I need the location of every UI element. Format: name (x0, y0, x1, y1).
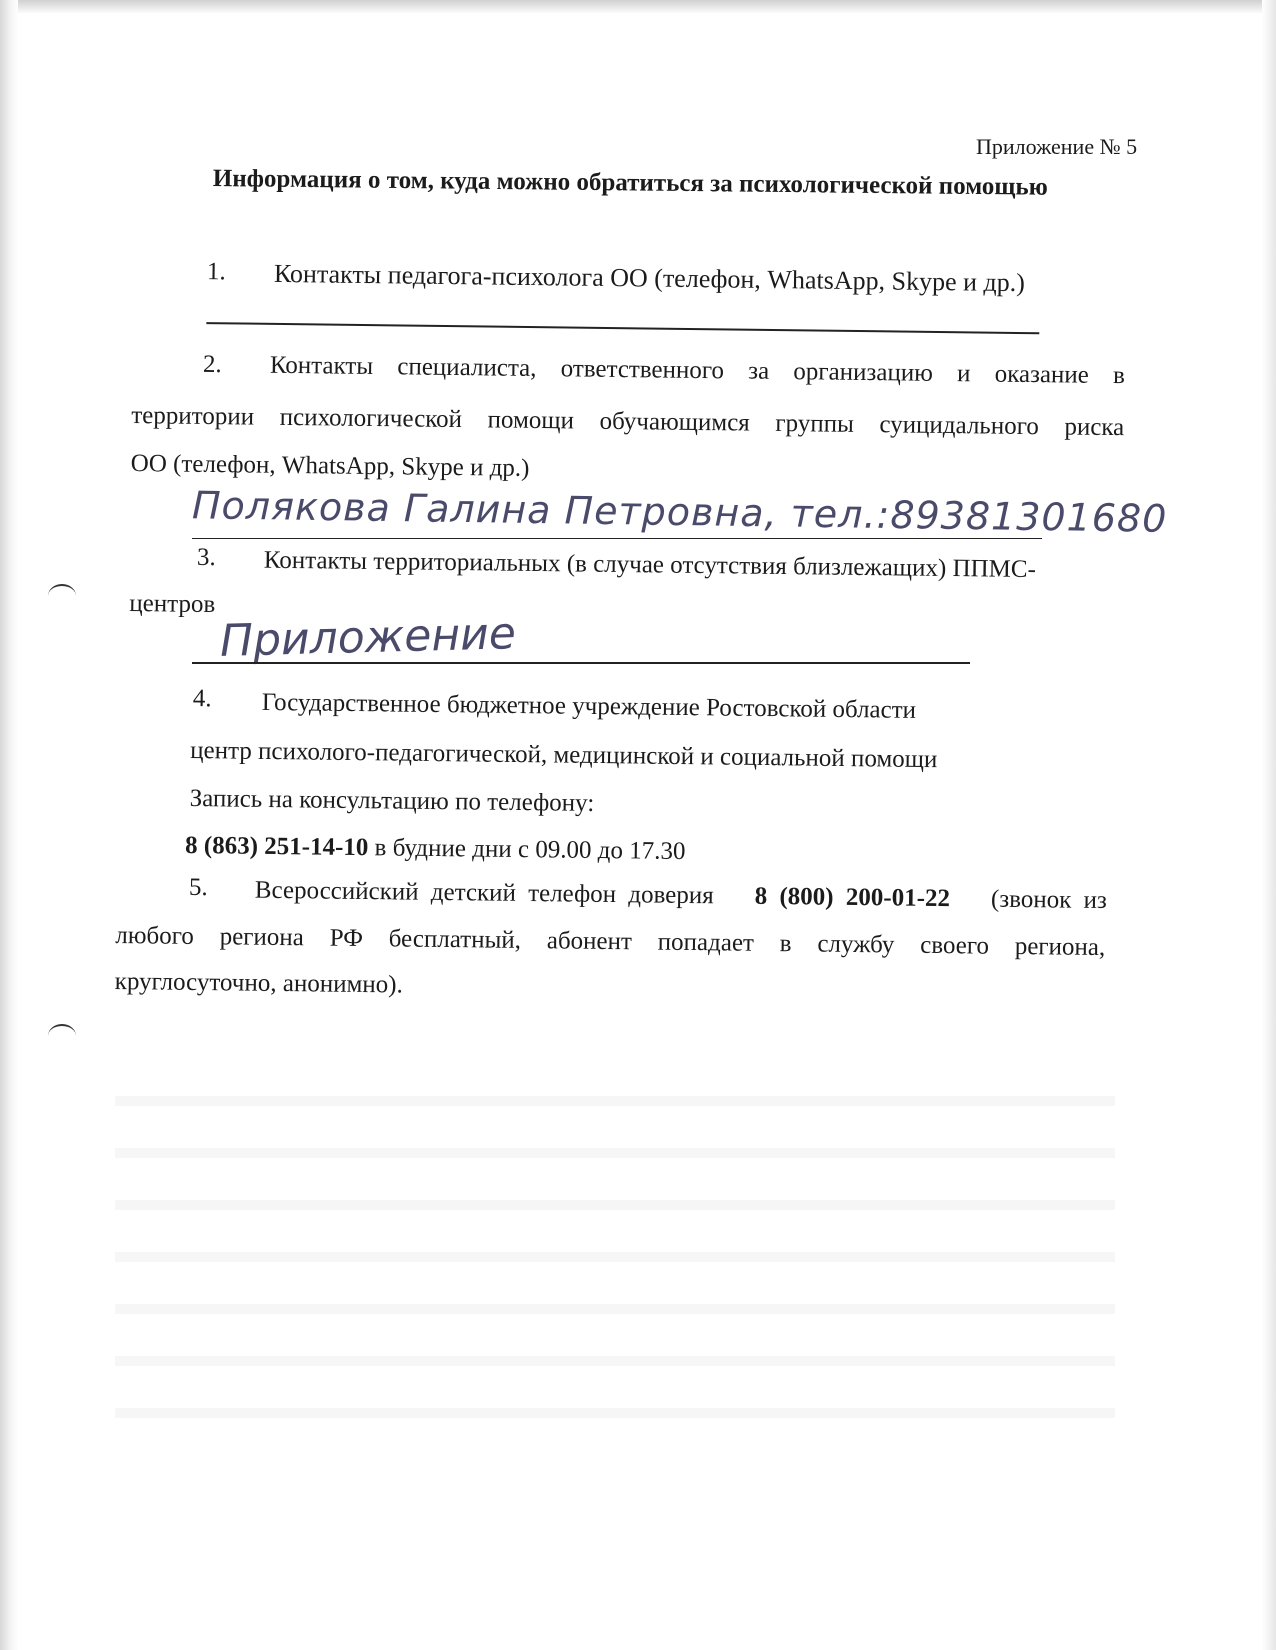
item-text-line-3: круглосуточно, анонимно). (114, 967, 403, 999)
item-number: 4. (192, 685, 212, 713)
item-lead: Всероссийский детский телефон доверия (254, 876, 714, 910)
item-text-line-3: ОО (телефон, WhatsApp, Skype и др.) (130, 450, 530, 482)
page-title: Информация о том, куда можно обратиться за психологической помощью (212, 165, 1048, 201)
item-text-line-2: любого региона РФ бесплатный, абонент попадает в службу своего региона, (115, 921, 1106, 962)
punch-hole-mark-lower (48, 1024, 76, 1048)
item-tail: (звонок из (990, 885, 1107, 915)
item-text-line-2: центров (129, 589, 216, 619)
appendix-label: Приложение № 5 (976, 134, 1138, 159)
fill-in-line (192, 662, 970, 664)
handwritten-contact: Полякова Галина Петровна, тел.:89381301680 (191, 483, 1168, 541)
handwritten-reference: Приложение (219, 608, 517, 667)
fill-in-line (192, 538, 1042, 539)
punch-hole-mark-upper (48, 584, 76, 608)
item-text-line-1: Государственное бюджетное учреждение Ростовской области (261, 688, 917, 724)
item-text-line-3: Запись на консультацию по телефону: (189, 785, 595, 817)
item-text-line-1: Контакты специалиста, ответственного за организацию и оказание в (269, 351, 1126, 390)
item-number: 2. (202, 350, 222, 379)
item-phone-line (185, 832, 686, 866)
item-text-line-2: территории психологической помощи обучающимся группы суицидального риска (131, 402, 1125, 442)
scan-shadow-top (0, 0, 1276, 14)
item-number: 3. (196, 543, 216, 572)
scan-shadow-right (1262, 0, 1276, 1650)
phone-number: 8 (863) 251-14-10 (184, 831, 369, 862)
hotline-number: 8 (800) 200-01-22 (754, 882, 951, 913)
working-hours: в будние дни с 09.00 до 17.30 (368, 834, 686, 866)
bleed-through-area (115, 1060, 1115, 1420)
scan-shadow-left (0, 0, 18, 1650)
item-text-line-2: центр психолого-педагогической, медицинской и социальной помощи (190, 737, 938, 774)
item-text-line-1 (255, 877, 1107, 915)
item-text: Контакты педагога-психолога ОО (телефон, WhatsApp, Skype и др.) (273, 258, 1026, 298)
item-number: 5. (188, 873, 208, 902)
item-number: 1. (206, 258, 226, 286)
fill-in-line (206, 322, 1039, 334)
item-text-line-1: Контакты территориальных (в случае отсутствия близлежащих) ППМС- (263, 546, 1037, 584)
